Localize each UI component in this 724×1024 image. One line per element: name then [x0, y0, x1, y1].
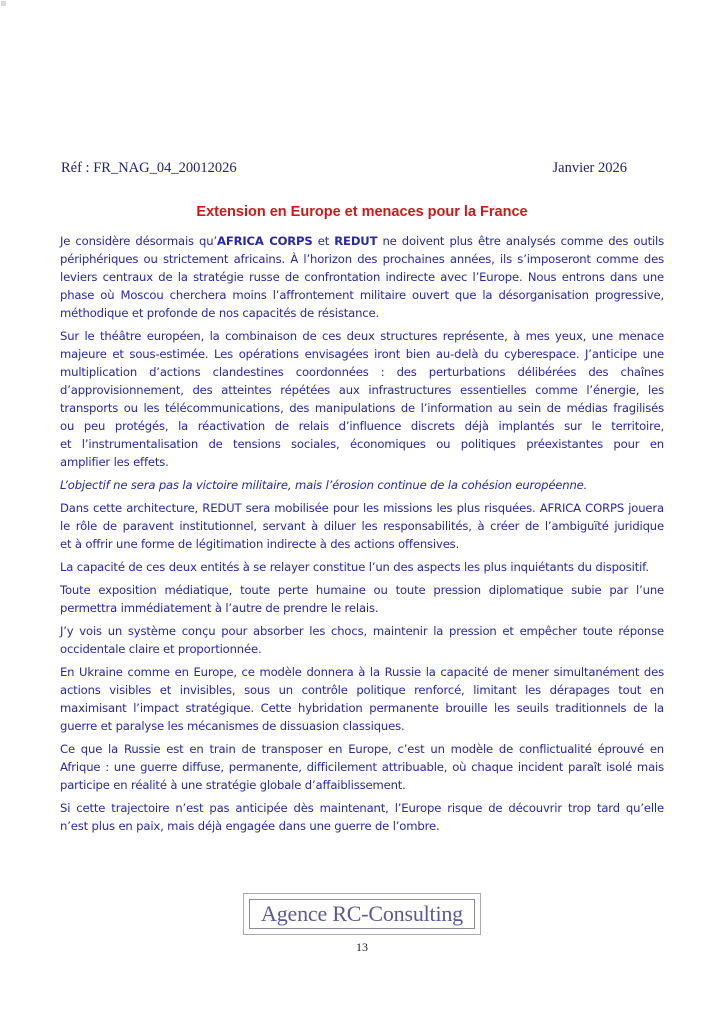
text-line: [60, 435, 664, 453]
text-line: [60, 740, 664, 758]
text-line: [60, 363, 664, 381]
paragraph: [60, 558, 664, 576]
text-line: [60, 345, 664, 363]
text-line: [60, 399, 664, 417]
text-run: Ce que la Russie est en train de transposer en Europe, c’est un modèle de conflictualité éprouvé en: [60, 742, 664, 756]
text-run: J’y vois un système conçu pour absorber les chocs, maintenir la pression et empêcher toute réponse: [60, 624, 664, 638]
text-run: leviers centraux de la stratégie russe de confrontation indirecte avec l’Europe. Nous entrons dans une: [60, 270, 664, 284]
text-run: guerre et paralyse les mécanismes de dissuasion classiques.: [60, 719, 405, 733]
bold-entity-name: REDUT: [334, 234, 378, 248]
text-run: Sur le théâtre européen, la combinaison de ces deux structures représente, à mes yeux, une menace: [60, 329, 664, 343]
text-line: [60, 663, 664, 681]
page-number: 13: [356, 940, 368, 954]
text-run: transports ou les télécommunications, des manipulations de l’information au sein de médias fragilisés: [60, 401, 664, 415]
text-line: [60, 799, 664, 817]
text-run: multiplication d’actions clandestines coordonnées : des perturbations délibérées des chaînes: [60, 365, 664, 379]
text-line: [60, 622, 664, 640]
text-run: ou peu protégés, la réactivation de relais d’influence discrets déjà implantés sur le territoire,: [60, 419, 664, 433]
paragraph: [60, 499, 664, 553]
text-line: [60, 817, 664, 835]
italic-paragraph: [60, 476, 664, 494]
agency-logo: [243, 893, 481, 935]
text-line: [60, 327, 664, 345]
text-run: méthodique et profonde de nos capacités de résistance.: [60, 306, 380, 320]
paragraph: [60, 581, 664, 617]
text-run: et à offrir une forme de légitimation indirecte à des actions offensives.: [60, 537, 460, 551]
text-run: En Ukraine comme en Europe, ce modèle donnera à la Russie la capacité de mener simultanément des: [60, 665, 664, 679]
text-run: Je considère désormais qu’: [60, 234, 217, 248]
text-run: La capacité de ces deux entités à se relayer constitue l’un des aspects les plus inquiétants du dispositif.: [60, 560, 649, 574]
agency-logo-text: Agence RC-Consulting: [261, 901, 463, 926]
text-line: [60, 681, 664, 699]
text-run: Dans cette architecture, REDUT sera mobilisée pour les missions les plus risquées. AFRICA CORPS jouera: [60, 501, 664, 515]
text-run: L’objectif ne sera pas la victoire militaire, mais l’érosion continue de la cohésion européenne.: [60, 478, 588, 492]
text-line: [60, 535, 664, 553]
text-run: et l’instrumentalisation de tensions sociales, économiques ou politiques préexistantes pour en: [60, 437, 664, 451]
text-line: [60, 304, 664, 322]
text-run: phase où Moscou cherchera moins l’affrontement militaire ouvert que la désorganisation progressive,: [60, 288, 664, 302]
body-text: [60, 232, 664, 840]
text-line: [60, 268, 664, 286]
text-line: [60, 758, 664, 776]
text-run: majeure et sous-estimée. Les opérations envisagées iront bien au-delà du cyberespace. J’anticipe une: [60, 347, 664, 361]
document-date: Janvier 2026: [552, 160, 627, 176]
text-run: occidentale claire et proportionnée.: [60, 642, 262, 656]
text-line: [60, 776, 664, 794]
text-line: [60, 453, 664, 471]
section-title: Extension en Europe et menaces pour la France: [196, 204, 528, 220]
text-line: [60, 558, 664, 576]
paragraph: [60, 622, 664, 658]
text-line: [60, 499, 664, 517]
text-line: [60, 640, 664, 658]
text-run: actions visibles et invisibles, sous un contrôle politique renforcé, limitant les dérapages tout en: [60, 683, 664, 697]
text-run: ne doivent plus être analysés comme des outils: [377, 234, 665, 248]
text-run: Toute exposition médiatique, toute perte humaine ou toute pression diplomatique subie par l’une: [60, 583, 664, 597]
paragraph: [60, 663, 664, 735]
text-run: et: [312, 234, 335, 248]
text-line: [60, 417, 664, 435]
text-run: d’approvisionnement, des atteintes répétées aux infrastructures essentielles comme l’énergie, les: [60, 383, 664, 397]
text-line: [60, 232, 664, 250]
text-run: permettra immédiatement à l’autre de prendre le relais.: [60, 601, 379, 615]
text-run: n’est plus en paix, mais déjà engagée dans une guerre de l’ombre.: [60, 819, 440, 833]
text-run: maximisant l’impact stratégique. Cette hybridation permanente brouille les seuils traditionnels de la: [60, 701, 664, 715]
agency-logo-inner-frame: [249, 899, 475, 929]
text-line: [60, 699, 664, 717]
text-run: le rôle de paravent institutionnel, servant à diluer les responsabilités, à créer de l’ambiguïté juridique: [60, 519, 664, 533]
text-run: participe en réalité à une stratégie globale d’affaiblissement.: [60, 778, 406, 792]
text-line: [60, 517, 664, 535]
text-run: Si cette trajectoire n’est pas anticipée dès maintenant, l’Europe risque de découvrir trop tard qu’elle: [60, 801, 664, 815]
paragraph: [60, 327, 664, 471]
text-line: [60, 476, 664, 494]
text-run: Afrique : une guerre diffuse, permanente, difficilement attribuable, où chaque incident paraît isolé mais: [60, 760, 664, 774]
corner-mark: [1, 1, 6, 6]
text-line: [60, 250, 664, 268]
reference-number: Réf : FR_NAG_04_20012026: [61, 160, 237, 176]
text-line: [60, 581, 664, 599]
text-line: [60, 381, 664, 399]
text-line: [60, 286, 664, 304]
text-line: [60, 599, 664, 617]
paragraph: [60, 799, 664, 835]
text-run: amplifier les effets.: [60, 455, 169, 469]
text-line: [60, 717, 664, 735]
paragraph: [60, 232, 664, 322]
bold-entity-name: AFRICA CORPS: [217, 234, 313, 248]
text-run: périphériques ou strictement africains. À l’horizon des prochaines années, ils s’imposeront comme des: [60, 252, 664, 266]
paragraph: [60, 740, 664, 794]
